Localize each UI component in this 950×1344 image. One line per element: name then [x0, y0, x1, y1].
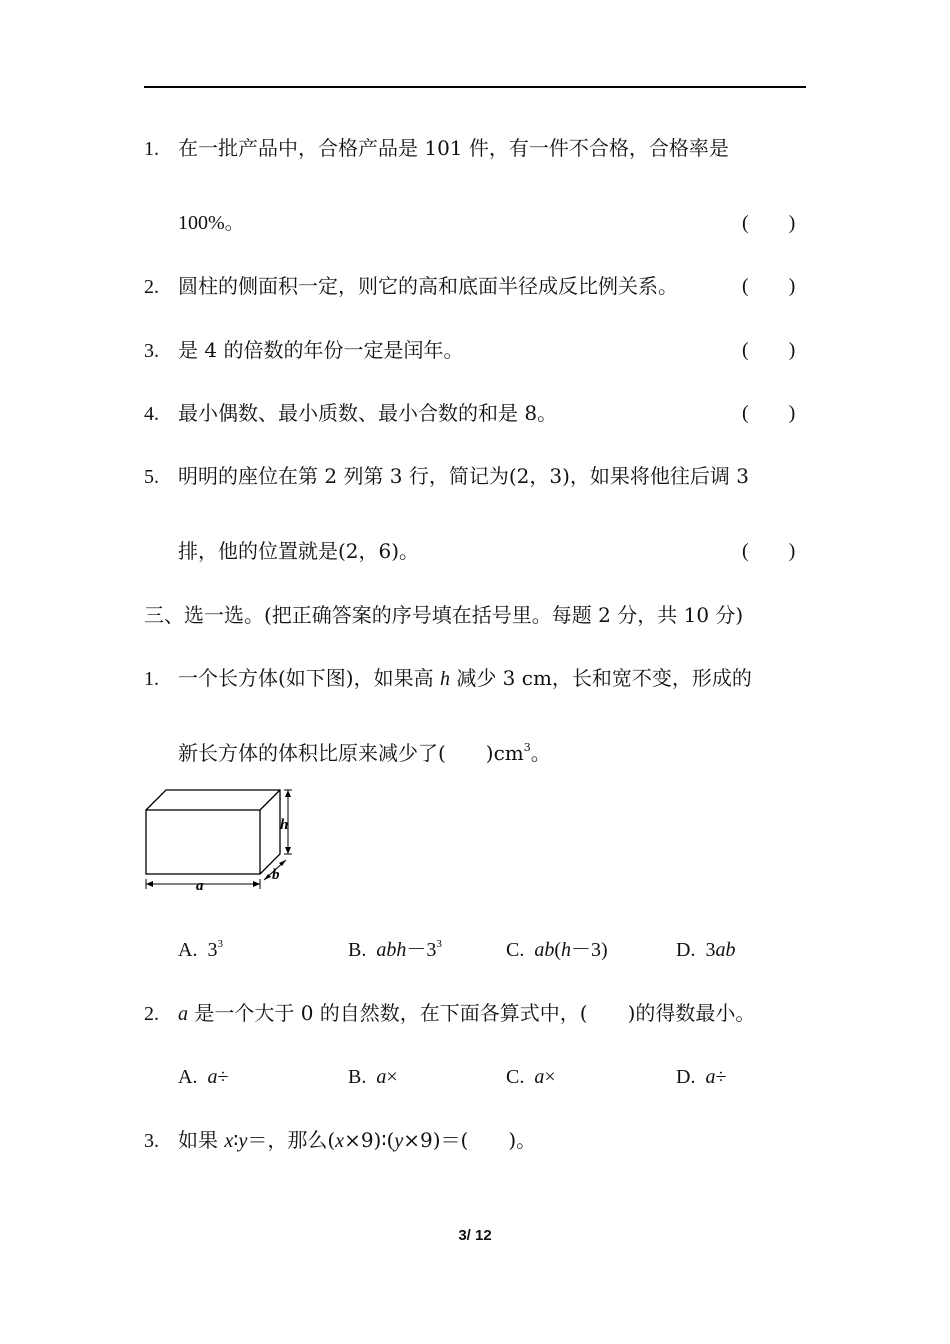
q1-cont-a: 新长方体的体积比原来减少了( )cm [178, 741, 524, 765]
option-paren: ( [554, 939, 562, 961]
option-var: a [705, 1066, 716, 1088]
answer-parens[interactable]: ( ) [742, 212, 796, 234]
option-var: abh [376, 939, 407, 961]
item-number: 2. [144, 276, 159, 298]
q1-text-b: 减少 3 cm，长和宽不变，形成的 [449, 666, 752, 690]
cuboid-figure [140, 784, 310, 896]
answer-parens[interactable]: ( ) [742, 275, 796, 297]
label-b: b [272, 867, 280, 883]
option-b[interactable] [348, 936, 442, 964]
var-x: x [224, 1130, 234, 1152]
option-d[interactable] [676, 1063, 726, 1091]
judge-item-5 [144, 462, 749, 491]
var-a: a [178, 1003, 188, 1025]
item-number: 3. [144, 1130, 159, 1152]
var-x: x [335, 1130, 345, 1152]
option-op: × [544, 1066, 556, 1088]
item-text: 最小偶数、最小质数、最小合数的和是 8。 [178, 401, 558, 425]
judge-item-4 [144, 399, 557, 428]
option-coef: 3 [705, 939, 716, 961]
option-label: A. [178, 939, 198, 961]
choice-question-1-cont [178, 739, 551, 767]
judge-item-5-cont: 排，他的位置就是(2，6)。 [178, 539, 420, 563]
option-label: D. [676, 939, 696, 961]
item-number: 5. [144, 466, 159, 488]
option-d[interactable] [676, 936, 735, 964]
q3-text: 如果 [178, 1128, 225, 1152]
option-op: × [386, 1066, 398, 1088]
q1-text-a: 一个长方体(如下图)，如果高 [178, 666, 440, 690]
cube-superscript: 3 [523, 741, 531, 754]
judge-item-1-cont: 100%。 [178, 212, 245, 234]
label-h: h [280, 817, 289, 833]
option-var: a [376, 1066, 387, 1088]
item-text: 是 4 的倍数的年份一定是闰年。 [178, 338, 464, 362]
option-label: A. [178, 1066, 198, 1088]
item-number: 1. [144, 668, 159, 690]
choice-question-2 [144, 999, 755, 1028]
answer-parens[interactable]: ( ) [742, 540, 796, 562]
option-op: ÷ [217, 1066, 229, 1088]
option-var: ab [534, 939, 555, 961]
item-text: 明明的座位在第 2 列第 3 行，简记为(2，3)，如果将他往后调 3 [178, 464, 750, 488]
option-c[interactable] [506, 1063, 556, 1091]
option-label: D. [676, 1066, 696, 1088]
option-label: B. [348, 1066, 367, 1088]
option-a[interactable] [178, 1063, 228, 1091]
item-number: 2. [144, 1003, 159, 1025]
option-var: h [561, 939, 572, 961]
q2-text: 是一个大于 0 的自然数，在下面各算式中，( )的得数最小。 [188, 1001, 756, 1025]
item-number: 3. [144, 340, 159, 362]
option-op: －3 [406, 939, 437, 961]
judge-item-1 [144, 134, 729, 163]
option-label: C. [506, 1066, 525, 1088]
label-a: a [196, 878, 204, 894]
answer-parens[interactable]: ( ) [742, 339, 796, 361]
option-label: C. [506, 939, 525, 961]
answer-parens[interactable]: ( ) [742, 402, 796, 424]
q1-cont-b: 。 [530, 741, 551, 765]
option-op: ÷ [715, 1066, 727, 1088]
q3-colon: ∶ [233, 1128, 239, 1152]
option-rest: －3) [571, 939, 608, 961]
q3-text: ＝，那么( [247, 1128, 336, 1152]
q3-text: ×9)＝( )。 [403, 1128, 537, 1152]
choice-question-1 [144, 664, 752, 693]
option-b[interactable] [348, 1063, 398, 1091]
q3-text: ×9)∶( [344, 1128, 395, 1152]
option-c[interactable] [506, 936, 608, 964]
option-label: B. [348, 939, 367, 961]
choice-question-3 [144, 1126, 536, 1155]
section-heading: 三、选一选。(把正确答案的序号填在括号里。每题 2 分，共 10 分) [144, 603, 744, 627]
option-var: a [534, 1066, 545, 1088]
option-var: ab [715, 939, 736, 961]
option-sup: 3 [217, 938, 223, 950]
option-a[interactable] [178, 936, 223, 964]
judge-item-3 [144, 336, 463, 365]
option-base: 3 [207, 939, 218, 961]
var-h: h [439, 668, 450, 690]
option-var: a [207, 1066, 218, 1088]
page-number: 3/ 12 [458, 1227, 492, 1244]
top-rule [144, 86, 806, 88]
var-y: y [238, 1130, 248, 1152]
item-text: 圆柱的侧面积一定，则它的高和底面半径成反比例关系。 [178, 274, 678, 298]
var-y: y [394, 1130, 404, 1152]
judge-item-2 [144, 272, 678, 301]
item-number: 1. [144, 138, 159, 160]
item-text: 在一批产品中，合格产品是 101 件，有一件不合格，合格率是 [178, 136, 729, 160]
item-number: 4. [144, 403, 159, 425]
option-sup: 3 [436, 938, 442, 950]
